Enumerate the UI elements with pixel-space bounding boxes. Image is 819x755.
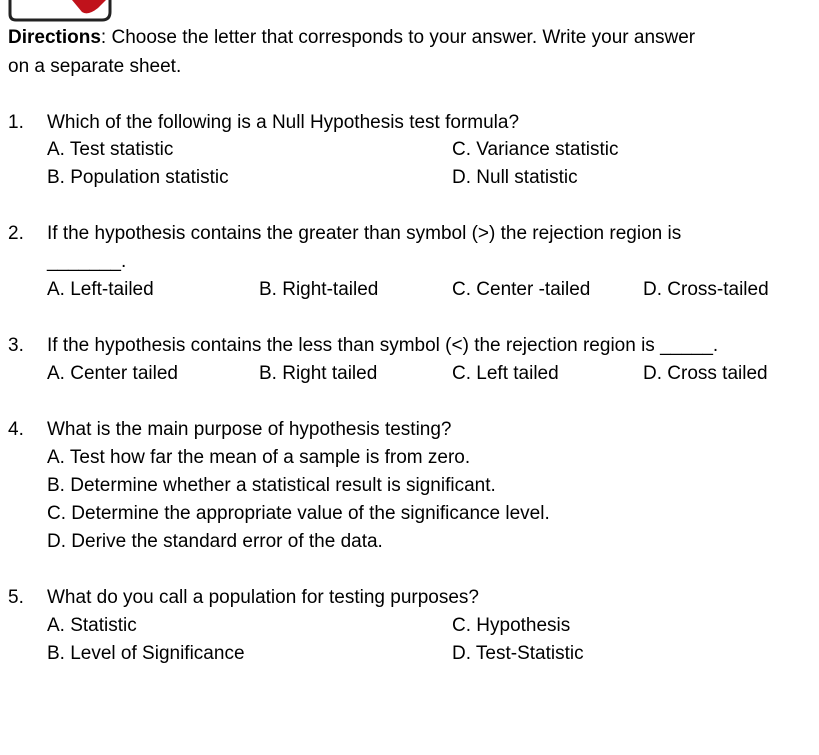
question-1-choice-b: B. Population statistic [47, 167, 229, 188]
question-3-choice-c: C. Left tailed [452, 363, 559, 384]
header-decoration-graphic [0, 0, 130, 22]
question-3-text: If the hypothesis contains the less than symbol (<) the rejection region is _____. [47, 335, 719, 356]
question-4-text: What is the main purpose of hypothesis testing? [47, 419, 452, 440]
question-4-choice-b: B. Determine whether a statistical result is significant. [47, 475, 496, 496]
question-1-choice-c: C. Variance statistic [452, 139, 619, 160]
question-4-choice-d: D. Derive the standard error of the data. [47, 531, 383, 552]
question-2-choice-d: D. Cross-tailed [643, 279, 769, 300]
question-3-choice-b: B. Right tailed [259, 363, 378, 384]
question-2-blank: _______. [47, 251, 127, 272]
directions-line-1 [8, 27, 695, 49]
question-1-choice-a: A. Test statistic [47, 139, 174, 160]
question-5-choice-b: B. Level of Significance [47, 643, 245, 664]
question-5-choice-d: D. Test-Statistic [452, 643, 584, 664]
directions-label: Directions [8, 27, 101, 48]
question-4-choice-a: A. Test how far the mean of a sample is from zero. [47, 447, 471, 468]
question-2-choice-b: B. Right-tailed [259, 279, 379, 300]
question-2-text: If the hypothesis contains the greater than symbol (>) the rejection region is [47, 223, 682, 244]
question-4-choice-c: C. Determine the appropriate value of the significance level. [47, 503, 550, 524]
question-2-choice-a: A. Left-tailed [47, 279, 154, 300]
question-1-choice-d: D. Null statistic [452, 167, 578, 188]
question-5-choice-a: A. Statistic [47, 615, 137, 636]
question-3-choice-a: A. Center tailed [47, 363, 178, 384]
question-5-text: What do you call a population for testing purposes? [47, 587, 479, 608]
question-1-text: Which of the following is a Null Hypothesis test formula? [47, 112, 520, 133]
question-3-number: 3. [8, 335, 24, 356]
question-5-number: 5. [8, 587, 24, 608]
directions-line-2: on a separate sheet. [8, 56, 182, 77]
question-2-choice-c: C. Center -tailed [452, 279, 591, 300]
question-2-number: 2. [8, 223, 24, 244]
question-5-choice-c: C. Hypothesis [452, 615, 571, 636]
question-1-number: 1. [8, 112, 24, 133]
question-3-choice-d: D. Cross tailed [643, 363, 768, 384]
directions-text: : Choose the letter that corresponds to your answer. Write your answer [100, 27, 696, 48]
question-4-number: 4. [8, 419, 24, 440]
